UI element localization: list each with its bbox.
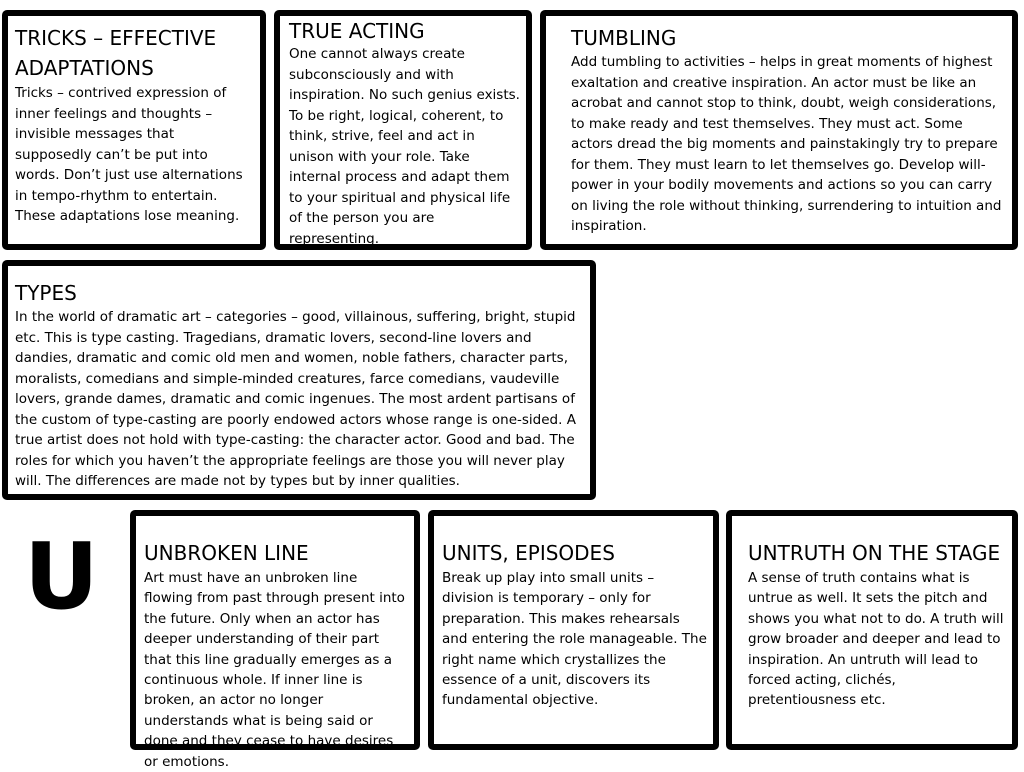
card-tumbling <box>540 10 1018 250</box>
card-true-acting <box>274 10 532 250</box>
card-units-episodes <box>428 510 719 750</box>
card-body: One cannot always create subconsciously and with inspiration. No such genius exists. To be right, logical, coherent, to think, strive, feel and act in unison with your role. Take internal process and adapt them to your spiritual and physical life of the person you are representing. <box>289 46 520 247</box>
card-body: In the world of dramatic art – categories – good, villainous, suffering, bright, stupid etc. This is type casting. Tragedians, dramatic lovers, second-line lovers and dandies, dramatic and comic old men and women, noble fathers, character parts, moralists, comedians and simple-minded creatures, farce comedians, vaudeville lovers, grande dames, dramatic and comic ingenues. The most ardent partisans of the custom of type-casting are poorly endowed actors whose range is one-sided. A true artist does not hold with type-casting: the character actor. Good and bad. The roles for which you haven’t the appropriate feelings are those you will never play will. The differences are made not by types but by inner qualities. <box>15 309 576 489</box>
card-title: UNITS, EPISODES <box>442 541 615 565</box>
card-types <box>2 260 596 500</box>
card-body: Art must have an unbroken line flowing from past through present into the future. Only when an actor has deeper understanding of their part that this line gradually emerges as a continuous whole. If inner line is broken, an actor no longer understands what is being said or done and they cease to have desires or emotions. <box>144 570 405 770</box>
card-title: UNTRUTH ON THE STAGE <box>748 541 1001 565</box>
card-title: TYPES <box>15 281 77 305</box>
card-tricks <box>2 10 266 250</box>
card-body: A sense of truth contains what is untrue as well. It sets the pitch and shows you what not to do. A truth will grow broader and deeper and lead to inspiration. An untruth will lead to forced acting, clichés, pretentiousness etc. <box>748 570 1004 709</box>
card-body: Break up play into small units – division is temporary – only for preparation. This makes rehearsals and entering the role manageable. The right name which crystallizes the essence of a unit, discovers its fundamental objective. <box>442 570 707 709</box>
card-body: Tricks – contrived expression of inner feelings and thoughts – invisible messages that supposedly can’t be put into words. Don’t just use alternations in tempo-rhythm to entertain. These adaptations lose meaning. <box>15 85 243 224</box>
card-untruth-on-stage <box>726 510 1018 750</box>
card-title: TUMBLING <box>571 26 677 50</box>
section-letter: U <box>24 523 99 630</box>
card-body: Add tumbling to activities – helps in great moments of highest exaltation and creative inspiration. An actor must be like an acrobat and cannot stop to think, doubt, weigh considerations, to make ready and test themselves. They must act. Some actors dread the big moments and painstakingly try to prepare for them. They must learn to let themselves go. Develop will-power in your bodily movements and actions so you can carry on living the role without thinking, surrendering to intuition and inspiration. <box>571 54 1002 234</box>
card-title: TRICKS – EFFECTIVE ADAPTATIONS <box>15 26 217 80</box>
card-unbroken-line <box>130 510 420 770</box>
card-title: UNBROKEN LINE <box>144 541 309 565</box>
card-title: TRUE ACTING <box>289 19 425 43</box>
